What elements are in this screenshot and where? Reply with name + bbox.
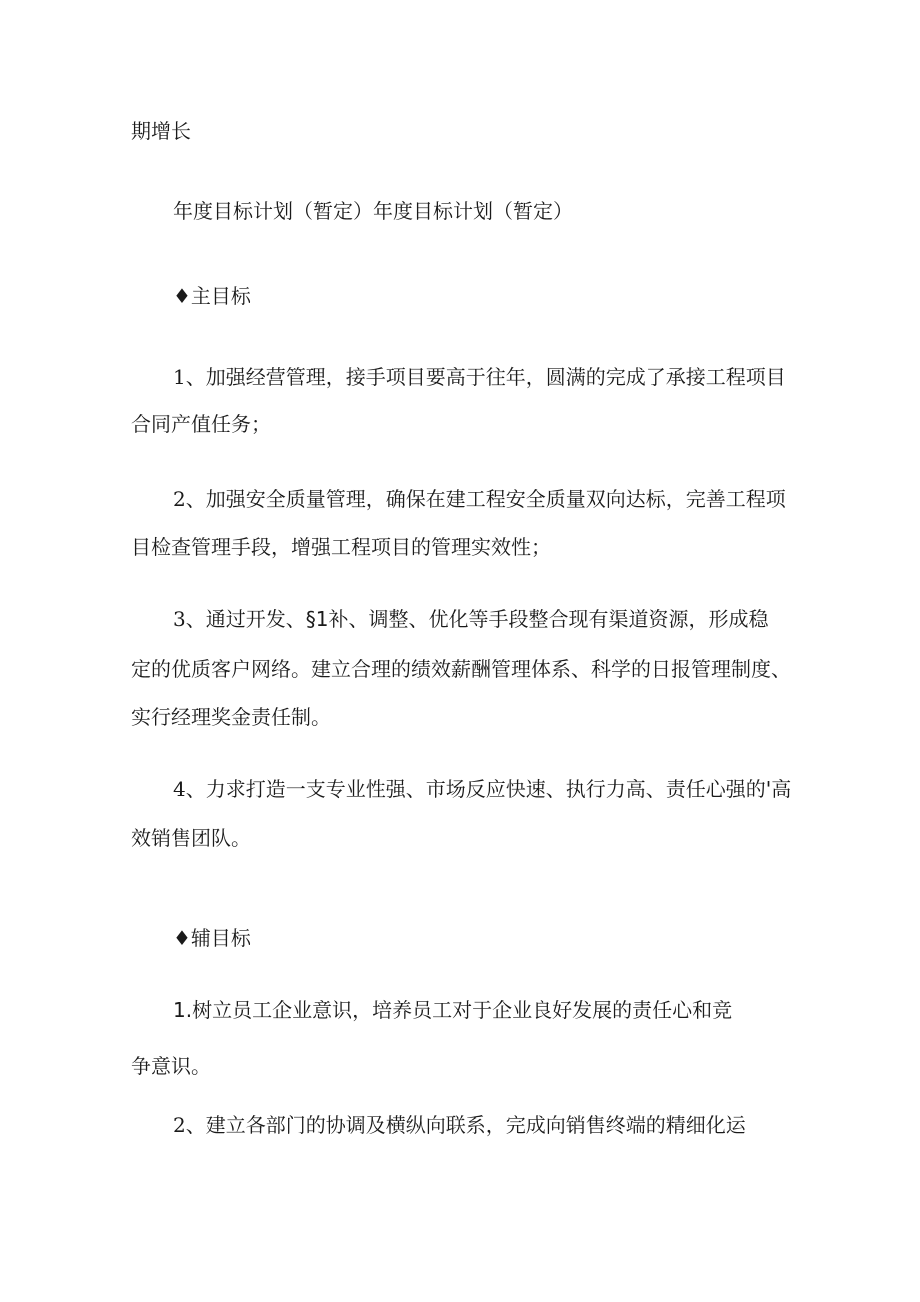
item-text: 、通过开发、§1补、调整、优化等手段整合现有渠道资源，形成稳 (185, 607, 769, 631)
main-goal-1-line-2: 合同产值任务； (131, 412, 271, 436)
main-goal-3-line-2: 定的优质客户网络。建立合理的绩效薪酬管理体系、科学的日报管理制度、 (131, 657, 791, 681)
item-text: 、力求打造一支专业性强、市场反应快速、执行力高、责任心强的'高 (185, 777, 792, 801)
item-number: 2 (173, 487, 186, 511)
paragraph-fragment: 期增长 (131, 119, 191, 143)
item-text: 、加强经营管理，接手项目要高于往年，圆满的完成了承接工程项目 (185, 365, 786, 389)
item-text: 、建立各部门的协调及横纵向联系，完成向销售终端的精细化运 (185, 1113, 746, 1137)
main-goal-3-line-1 (173, 609, 768, 629)
item-number: 3 (173, 607, 186, 631)
main-goal-2-line-1 (173, 489, 786, 509)
item-number: 1 (173, 365, 186, 389)
secondary-goal-1-line-1: 1.树立员工企业意识，培养员工对于企业良好发展的责任心和竞 (173, 998, 733, 1022)
main-goal-1-line-1 (173, 367, 786, 387)
secondary-goal-2-line-1 (173, 1115, 746, 1135)
main-goal-4-line-2: 效销售团队。 (131, 826, 251, 850)
main-goals-heading: ♦主目标 (173, 284, 251, 308)
main-goal-3-line-3: 实行经理奖金责任制。 (131, 705, 331, 729)
secondary-goals-heading: ♦辅目标 (173, 926, 251, 950)
item-number: 4 (173, 777, 186, 801)
secondary-goal-1-line-2: 争意识。 (131, 1054, 211, 1078)
item-number: 2 (173, 1113, 186, 1137)
plan-title: 年度目标计划（暂定）年度目标计划（暂定） (173, 199, 573, 223)
item-text: 、加强安全质量管理，确保在建工程安全质量双向达标，完善工程项 (185, 487, 786, 511)
main-goal-4-line-1 (173, 779, 791, 799)
main-goal-2-line-2: 目检查管理手段，增强工程项目的管理实效性； (131, 535, 551, 559)
